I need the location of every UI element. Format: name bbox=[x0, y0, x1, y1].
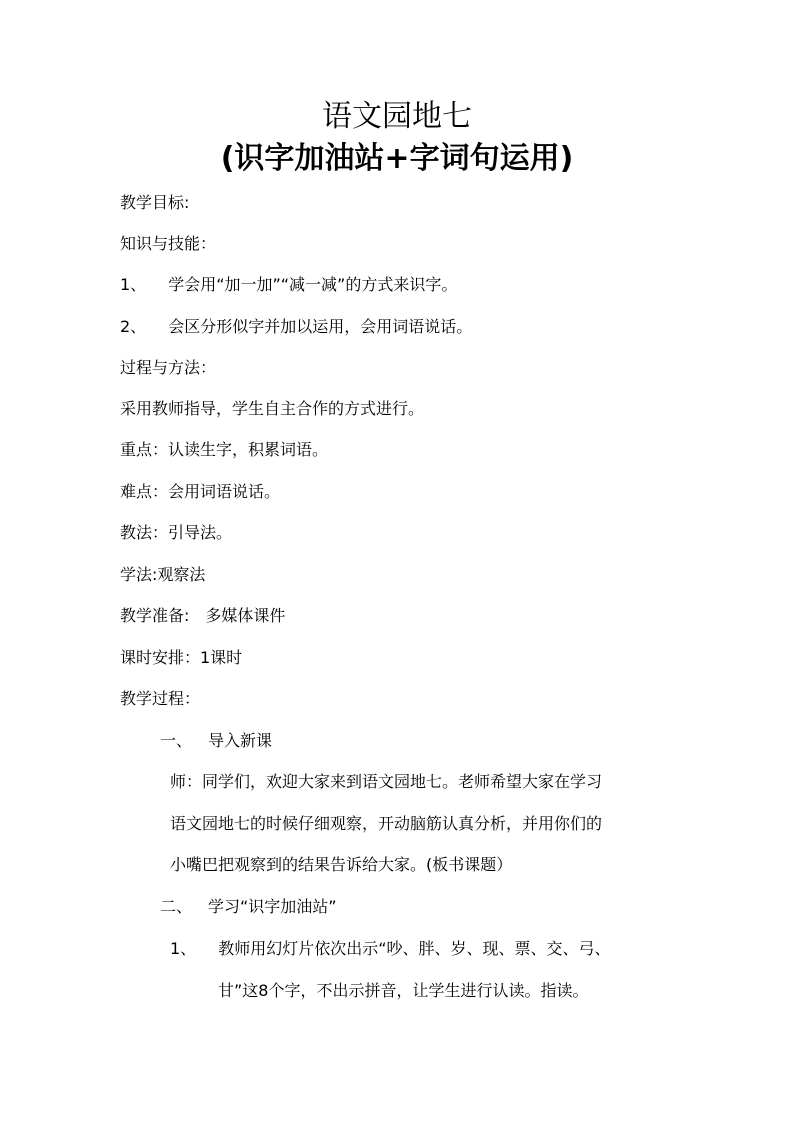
skill-item-1-text: 学会用“加一加”“减一减”的方式来识字。 bbox=[168, 275, 458, 294]
difficult-point: 难点：会用词语说话。 bbox=[120, 482, 281, 501]
step-1-text: 教师用幻灯片依次出示“吵、胖、岁、现、票、交、弓、 bbox=[218, 939, 611, 958]
skill-item-2-number: 2、 bbox=[120, 317, 147, 336]
section-1-paragraph-line-1: 师：同学们，欢迎大家来到语文园地七。老师希望大家在学习 bbox=[170, 772, 603, 791]
key-point: 重点：认读生字，积累词语。 bbox=[120, 440, 329, 459]
skill-item-1 bbox=[120, 275, 457, 295]
document-subtitle: (识字加油站+字词句运用) bbox=[220, 141, 574, 176]
knowledge-heading: 知识与技能： bbox=[120, 234, 217, 253]
section-2-title: 学习“识字加油站” bbox=[208, 897, 337, 916]
step-1-number: 1、 bbox=[170, 939, 197, 958]
learning-method: 学法:观察法 bbox=[120, 565, 206, 584]
document-title: 语文园地七 bbox=[322, 99, 472, 134]
process-title: 教学过程： bbox=[120, 689, 201, 708]
process-heading: 过程与方法： bbox=[120, 358, 217, 377]
section-1-paragraph-line-3: 小嘴巴把观察到的结果告诉给大家。(板书课题） bbox=[170, 855, 513, 874]
step-1-line-2: 甘”这8个字，不出示拼音，让学生进行认读。指读。 bbox=[218, 981, 589, 1000]
skill-item-1-number: 1、 bbox=[120, 275, 147, 294]
section-1-number: 一、 bbox=[160, 731, 193, 750]
skill-item-2-text: 会区分形似字并加以运用，会用词语说话。 bbox=[168, 317, 473, 336]
section-1-title: 导入新课 bbox=[208, 731, 273, 750]
section-2-heading bbox=[160, 897, 337, 917]
process-text: 采用教师指导，学生自主合作的方式进行。 bbox=[120, 399, 425, 418]
section-2-number: 二、 bbox=[160, 897, 193, 916]
skill-item-2 bbox=[120, 317, 472, 337]
teaching-preparation: 教学准备: 多媒体课件 bbox=[120, 606, 286, 625]
goals-heading: 教学目标: bbox=[120, 193, 190, 212]
teaching-method: 教法：引导法。 bbox=[120, 523, 233, 542]
section-1-heading bbox=[160, 731, 272, 751]
class-schedule: 课时安排：1课时 bbox=[120, 648, 243, 667]
section-1-paragraph-line-2: 语文园地七的时候仔细观察，开动脑筋认真分析，并用你们的 bbox=[170, 814, 603, 833]
step-1-line-1 bbox=[170, 939, 610, 959]
